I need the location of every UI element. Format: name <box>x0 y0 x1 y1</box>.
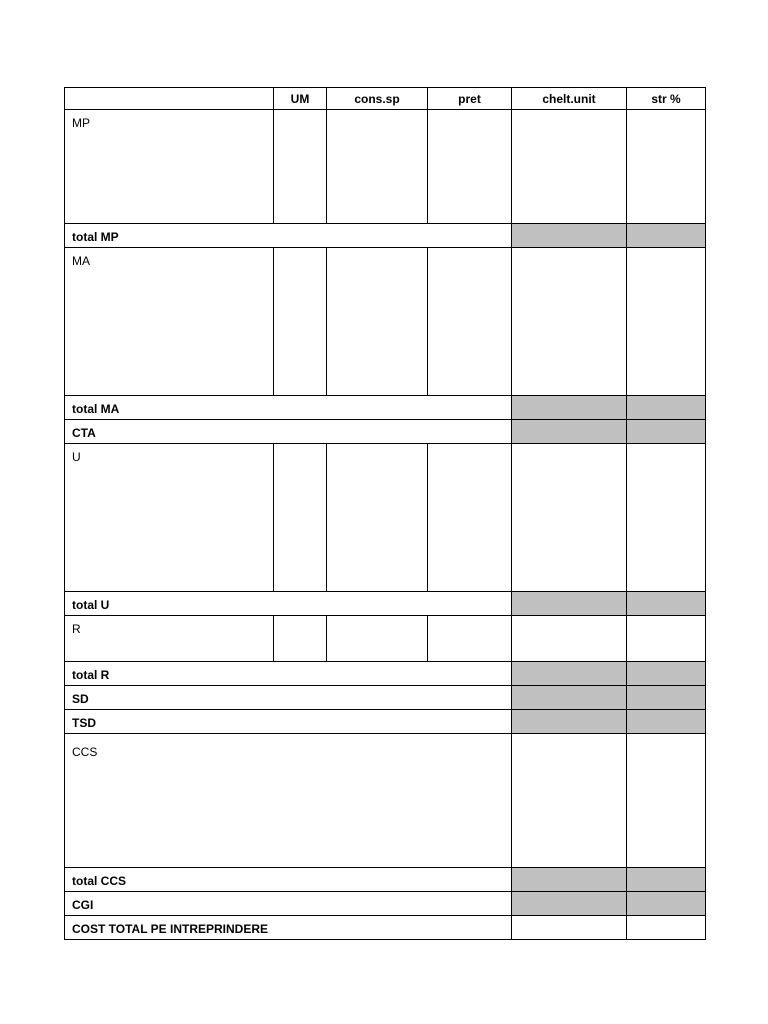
cta-str-cell[interactable] <box>627 420 706 444</box>
total-label-sd: SD <box>65 686 512 710</box>
total-r-str-cell[interactable] <box>627 662 706 686</box>
total-mp-str-cell[interactable] <box>627 224 706 248</box>
total-u-str-cell[interactable] <box>627 592 706 616</box>
header-cons-sp: cons.sp <box>327 88 428 110</box>
total-r-chelt-unit-cell[interactable] <box>512 662 627 686</box>
total-row-cgi <box>65 892 706 916</box>
section-label-ccs: CCS <box>65 734 512 868</box>
section-row-u <box>65 444 706 592</box>
ma-cons-sp-cell[interactable] <box>327 248 428 396</box>
header-pret: pret <box>428 88 512 110</box>
sd-str-cell[interactable] <box>627 686 706 710</box>
total-ma-chelt-unit-cell[interactable] <box>512 396 627 420</box>
mp-cons-sp-cell[interactable] <box>327 110 428 224</box>
r-pret-cell[interactable] <box>428 616 512 662</box>
ma-pret-cell[interactable] <box>428 248 512 396</box>
cta-chelt-unit-cell[interactable] <box>512 420 627 444</box>
cost-total-chelt-unit-cell[interactable] <box>512 916 627 940</box>
r-cons-sp-cell[interactable] <box>327 616 428 662</box>
ma-str-cell[interactable] <box>627 248 706 396</box>
tsd-chelt-unit-cell[interactable] <box>512 710 627 734</box>
r-chelt-unit-cell[interactable] <box>512 616 627 662</box>
total-ma-str-cell[interactable] <box>627 396 706 420</box>
sd-chelt-unit-cell[interactable] <box>512 686 627 710</box>
mp-pret-cell[interactable] <box>428 110 512 224</box>
total-label-ma: total MA <box>65 396 512 420</box>
section-row-ccs <box>65 734 706 868</box>
u-cons-sp-cell[interactable] <box>327 444 428 592</box>
header-chelt-unit: chelt.unit <box>512 88 627 110</box>
total-u-chelt-unit-cell[interactable] <box>512 592 627 616</box>
header-um: UM <box>274 88 327 110</box>
r-um-cell[interactable] <box>274 616 327 662</box>
total-row-mp <box>65 224 706 248</box>
cost-calculation-table <box>64 87 706 940</box>
total-row-ma <box>65 396 706 420</box>
u-str-cell[interactable] <box>627 444 706 592</box>
tsd-str-cell[interactable] <box>627 710 706 734</box>
mp-str-cell[interactable] <box>627 110 706 224</box>
section-row-r <box>65 616 706 662</box>
total-row-cta <box>65 420 706 444</box>
header-str-percent: str % <box>627 88 706 110</box>
mp-chelt-unit-cell[interactable] <box>512 110 627 224</box>
ccs-chelt-unit-cell[interactable] <box>512 734 627 868</box>
total-ccs-str-cell[interactable] <box>627 868 706 892</box>
total-label-cta: CTA <box>65 420 512 444</box>
header-row <box>65 88 706 110</box>
cgi-str-cell[interactable] <box>627 892 706 916</box>
total-row-u <box>65 592 706 616</box>
total-row-ccs <box>65 868 706 892</box>
total-row-r <box>65 662 706 686</box>
total-label-r: total R <box>65 662 512 686</box>
u-pret-cell[interactable] <box>428 444 512 592</box>
total-label-cost-total: COST TOTAL PE INTREPRINDERE <box>65 916 512 940</box>
total-label-u: total U <box>65 592 512 616</box>
section-row-mp <box>65 110 706 224</box>
total-mp-chelt-unit-cell[interactable] <box>512 224 627 248</box>
mp-um-cell[interactable] <box>274 110 327 224</box>
total-ccs-chelt-unit-cell[interactable] <box>512 868 627 892</box>
u-chelt-unit-cell[interactable] <box>512 444 627 592</box>
section-label-u: U <box>65 444 274 592</box>
total-row-sd <box>65 686 706 710</box>
cost-total-str-cell[interactable] <box>627 916 706 940</box>
total-row-tsd <box>65 710 706 734</box>
cgi-chelt-unit-cell[interactable] <box>512 892 627 916</box>
ccs-str-cell[interactable] <box>627 734 706 868</box>
total-row-cost-total <box>65 916 706 940</box>
total-label-tsd: TSD <box>65 710 512 734</box>
section-label-r: R <box>65 616 274 662</box>
r-str-cell[interactable] <box>627 616 706 662</box>
total-label-cgi: CGI <box>65 892 512 916</box>
section-label-ma: MA <box>65 248 274 396</box>
ma-chelt-unit-cell[interactable] <box>512 248 627 396</box>
section-row-ma <box>65 248 706 396</box>
header-empty-cell <box>65 88 274 110</box>
u-um-cell[interactable] <box>274 444 327 592</box>
ma-um-cell[interactable] <box>274 248 327 396</box>
total-label-ccs: total CCS <box>65 868 512 892</box>
section-label-mp: MP <box>65 110 274 224</box>
total-label-mp: total MP <box>65 224 512 248</box>
